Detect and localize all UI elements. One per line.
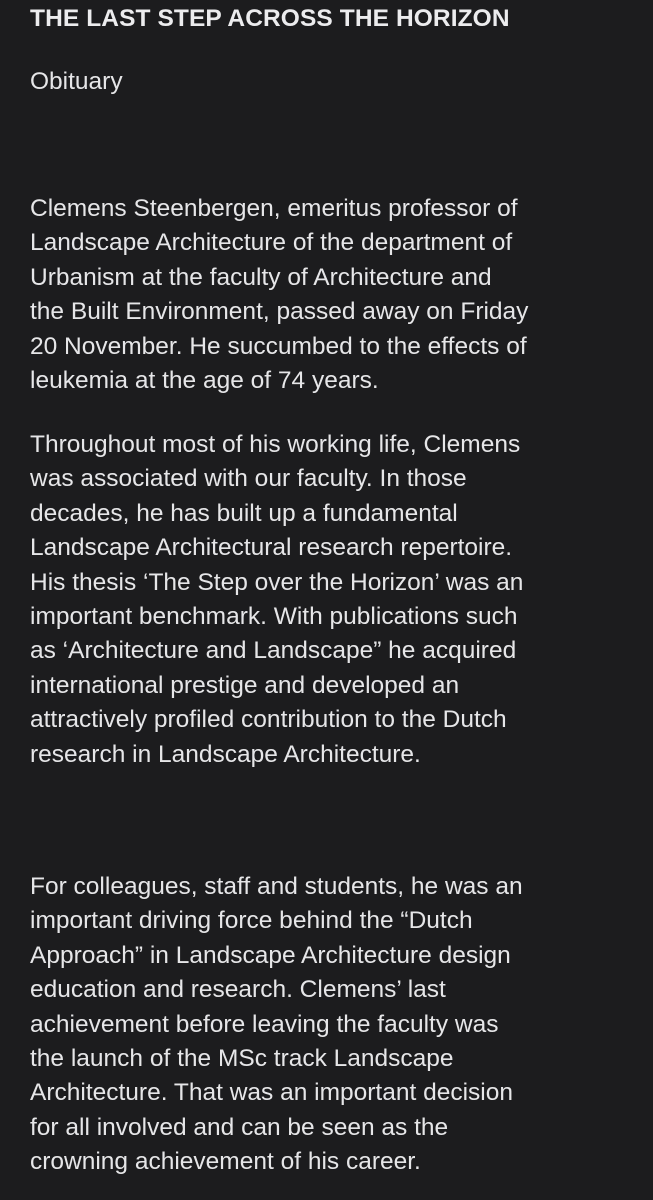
paragraph-line: was associated with our faculty. In those <box>30 465 467 493</box>
paragraph-line: Urbanism at the faculty of Architecture and <box>30 263 492 291</box>
paragraph-line: achievement before leaving the faculty was <box>30 1010 499 1038</box>
paragraph-line: international prestige and developed an <box>30 671 460 699</box>
paragraph-line: education and research. Clemens’ last <box>30 976 446 1004</box>
paragraph-line: the Built Environment, passed away on Friday <box>30 298 529 326</box>
paragraph-3 <box>30 870 635 1180</box>
paragraph-line: His thesis ‘The Step over the Horizon’ was an <box>30 568 524 596</box>
paragraph-1 <box>30 192 635 398</box>
article-title: THE LAST STEP ACROSS THE HORIZON <box>30 5 510 32</box>
paragraph-line: Throughout most of his working life, Clemens <box>30 431 521 458</box>
paragraph-line: For colleagues, staff and students, he was an <box>30 873 523 900</box>
paragraph-line: as ‘Architecture and Landscape” he acquired <box>30 637 517 665</box>
paragraph-line: Landscape Architecture of the department of <box>30 229 513 257</box>
paragraph-line: important benchmark. With publications such <box>30 603 518 631</box>
paragraph-line: 20 November. He succumbed to the effects of <box>30 332 527 360</box>
article-subtitle: Obituary <box>30 68 123 95</box>
paragraph-line: Clemens Steenbergen, emeritus professor of <box>30 195 518 222</box>
paragraph-line: leukemia at the age of 74 years. <box>30 367 379 395</box>
paragraph-line: attractively profiled contribution to the Dutch <box>30 706 507 734</box>
paragraph-line: crowning achievement of his career. <box>30 1148 421 1176</box>
paragraph-line: Landscape Architectural research repertoire. <box>30 534 513 562</box>
paragraph-line: for all involved and can be seen as the <box>30 1113 449 1141</box>
paragraph-2 <box>30 428 635 772</box>
paragraph-line: the launch of the MSc track Landscape <box>30 1045 454 1073</box>
paragraph-line: research in Landscape Architecture. <box>30 740 421 768</box>
paragraph-line: important driving force behind the “Dutch <box>30 907 473 935</box>
paragraph-line: decades, he has built up a fundamental <box>30 499 458 527</box>
paragraph-line: Architecture. That was an important decision <box>30 1079 513 1107</box>
paragraph-line: Approach” in Landscape Architecture design <box>30 941 511 969</box>
